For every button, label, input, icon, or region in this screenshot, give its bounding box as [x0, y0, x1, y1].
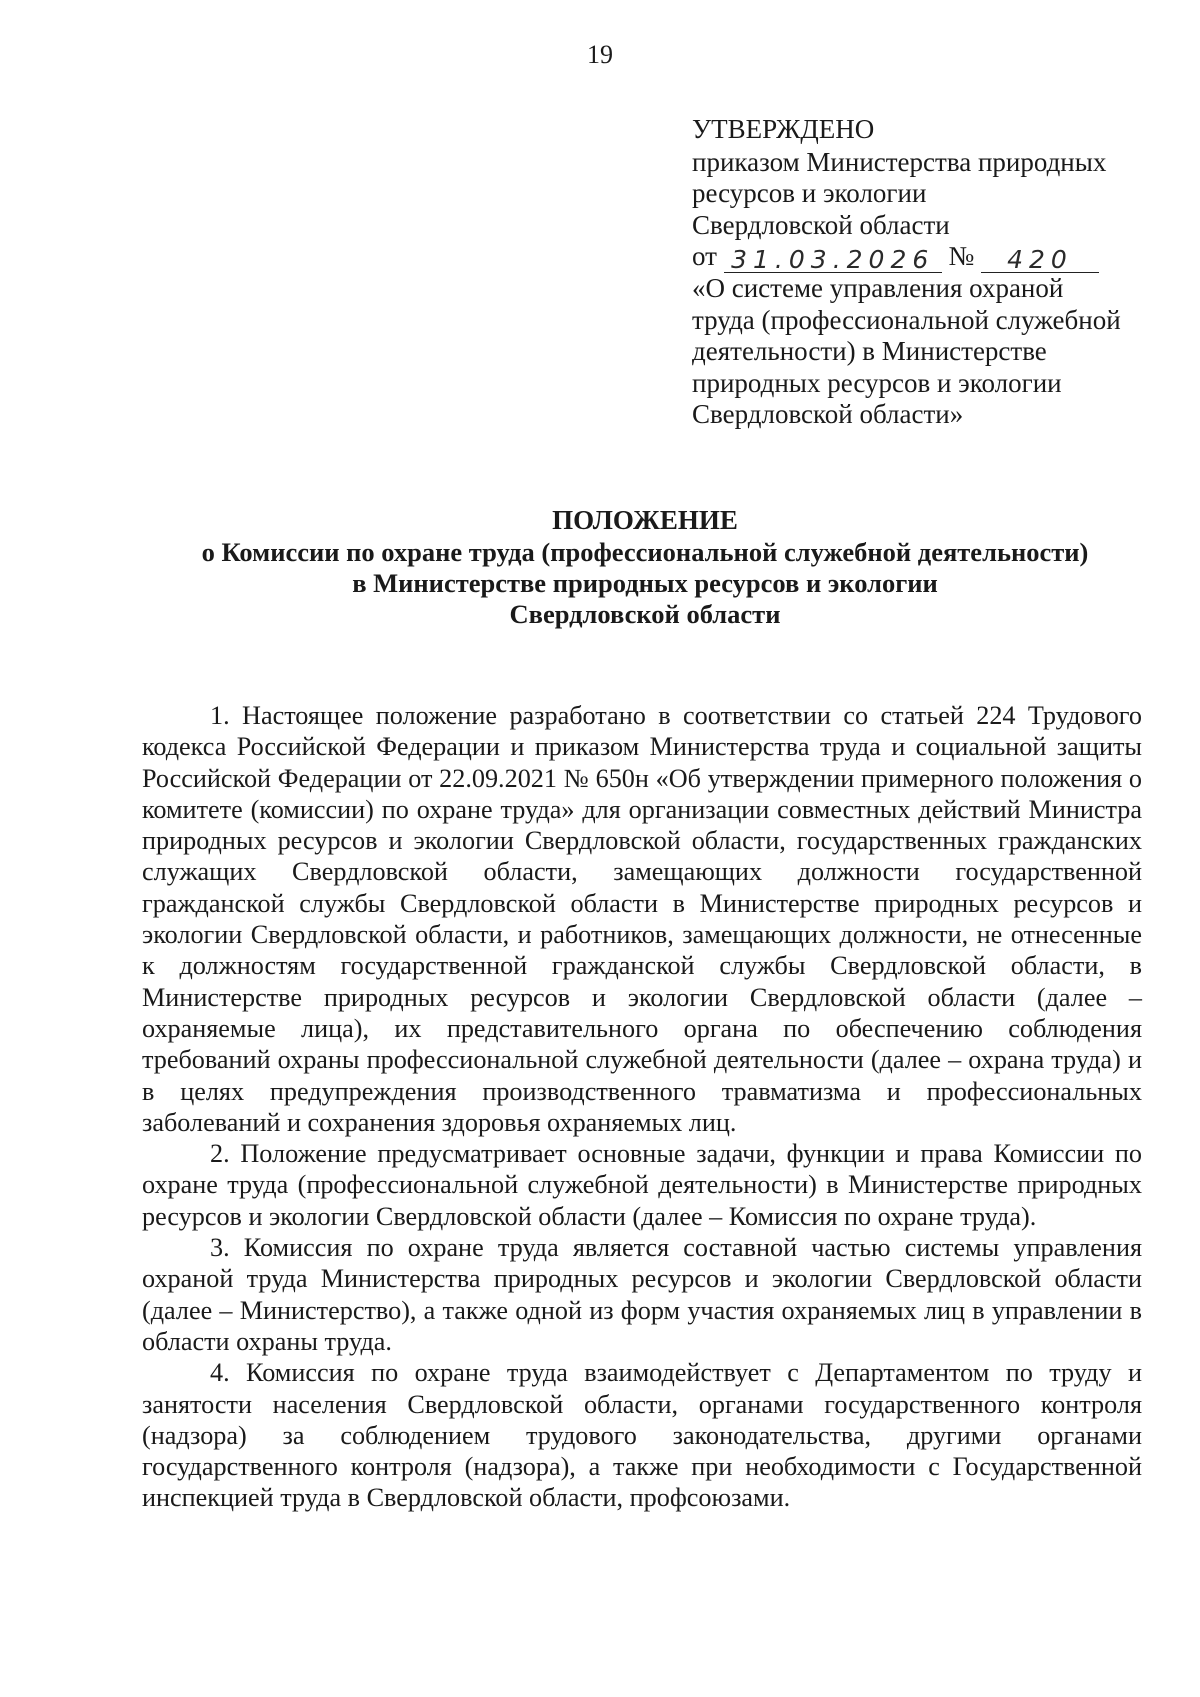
approval-block [692, 114, 1162, 431]
order-title-line: деятельности) в Министерстве [692, 336, 1047, 366]
order-title-line: природных ресурсов и экологии [692, 367, 1062, 398]
paragraph-1: 1. Настоящее положение разработано в соответствии со статьей 224 Трудового кодекса Российской Федерации и приказом Министерства труда и социальной защиты Российской Федерации от 22.09.2021 № 650н «Об утверждении примерного положения о комитете (комиссии) по охране труда» для организации совместных действий Министра природных ресурсов и экологии Свердловской области, государственных гражданских служащих Свердловской области, замещающих должности государственной гражданской службы Свердловской области в Министерстве природных ресурсов и экологии Свердловской области, и работников, замещающих должности, не отнесенные к должностям государственной гражданской службы Свердловской области, в Министерстве природных ресурсов и экологии Свердловской области (далее – охраняемые лица), их представительного органа по обеспечению соблюдения требований охраны профессиональной служебной деятельности (далее – охрана труда) и в целях предупреждения производственного травматизма и профессиональных заболеваний и сохранения здоровья охраняемых лиц. [142, 701, 1142, 1137]
order-title-line: Свердловской области» [692, 399, 964, 429]
approval-line: ресурсов и экологии [692, 178, 927, 208]
paragraph-4: 4. Комиссия по охране труда взаимодействует с Департаментом по труду и занятости населения Свердловской области, органами государственного контроля (надзора) за соблюдением трудового законодательства, другими органами государственного контроля (надзора), а также при необходимости с Государственной инспекцией труда в Свердловской области, профсоюзами. [142, 1358, 1142, 1513]
title-main: ПОЛОЖЕНИЕ [552, 505, 738, 535]
approval-stamp: УТВЕРЖДЕНО [692, 114, 875, 144]
document-title [140, 505, 1150, 630]
approval-line: приказом Министерства природных [692, 146, 1107, 177]
date-field [724, 244, 942, 273]
paragraph-3: 3. Комиссия по охране труда является составной частью системы управления охраной труда Министерства природных ресурсов и экологии Свердловской области (далее – Министерство), а также одной из форм участия охраняемых лиц в управлении в области охраны труда. [142, 1233, 1142, 1356]
approval-line: Свердловской области [692, 209, 950, 240]
title-line: Свердловской области [509, 599, 781, 629]
title-line: о Комиссии по охране труда (профессиональной служебной деятельности) [201, 537, 1089, 567]
handwritten-number: 420 [1007, 244, 1073, 274]
number-prefix: № [948, 241, 975, 271]
handwritten-date: 31.03.2026 [731, 244, 935, 274]
title-line: в Министерстве природных ресурсов и экологии [352, 568, 938, 598]
order-title-line: труда (профессиональной служебной [692, 304, 1121, 335]
page-number: 19 [587, 40, 613, 69]
order-title-line: «О системе управления охраной [692, 273, 1064, 303]
paragraph-2: 2. Положение предусматривает основные задачи, функции и права Комиссии по охране труда (профессиональной служебной деятельности) в Министерстве природных ресурсов и экологии Свердловской области (далее – Комиссия по охране труда). [142, 1139, 1142, 1231]
body-text [142, 700, 1142, 1514]
number-field [981, 244, 1099, 273]
order-date-number-line [692, 241, 1162, 273]
date-prefix: от [692, 241, 717, 271]
